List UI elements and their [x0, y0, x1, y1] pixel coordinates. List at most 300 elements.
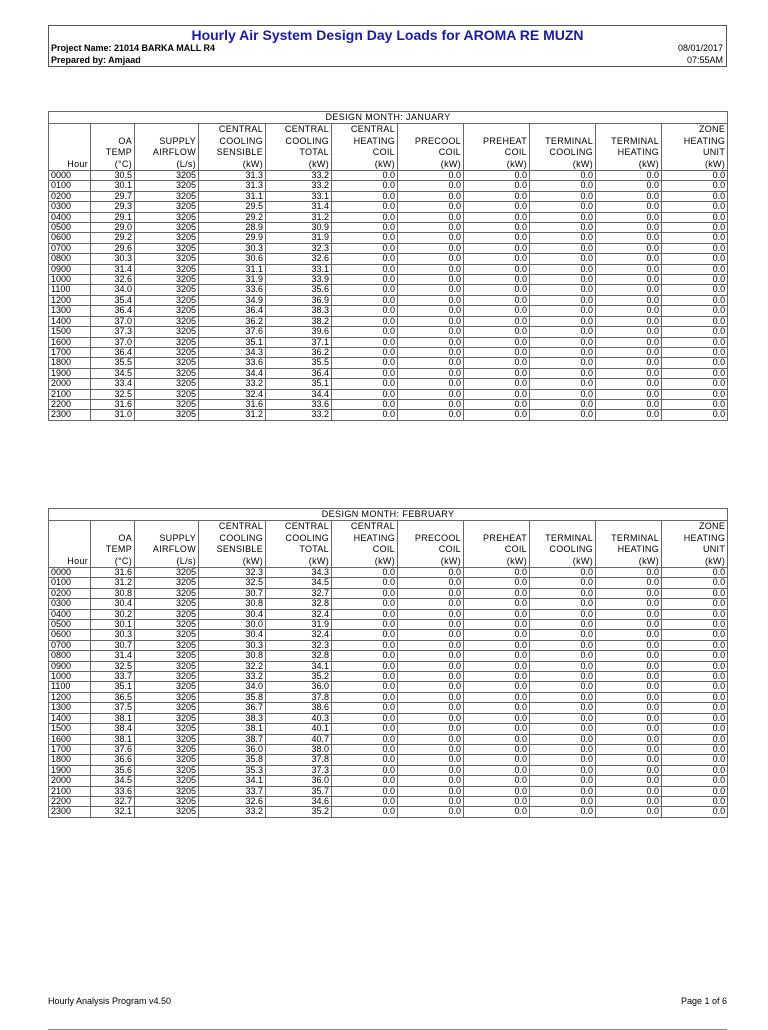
value-cell: 0.0 — [332, 191, 398, 201]
column-header-line: COIL — [438, 544, 461, 554]
column-header-line: COOLING — [219, 532, 263, 543]
hour-cell: 1800 — [49, 755, 91, 765]
table-row — [49, 588, 728, 598]
column-header-line: (kW) — [572, 555, 593, 566]
column-header — [398, 521, 464, 568]
value-cell: 0.0 — [398, 337, 464, 347]
column-header — [49, 124, 91, 171]
value-cell: 0.0 — [662, 347, 728, 357]
value-cell: 0.0 — [530, 264, 596, 274]
value-cell: 0.0 — [596, 285, 662, 295]
value-cell: 38.1 — [91, 734, 135, 744]
column-header-line: (kW) — [308, 555, 329, 566]
hour-cell: 0900 — [49, 661, 91, 671]
value-cell: 0.0 — [530, 306, 596, 316]
column-header-line: (kW) — [704, 158, 726, 169]
value-cell: 0.0 — [398, 776, 464, 786]
value-cell: 0.0 — [596, 672, 662, 682]
value-cell: 0.0 — [596, 776, 662, 786]
page-number: Page 1 of 6 — [680, 996, 727, 1006]
value-cell: 3205 — [135, 368, 199, 378]
table-row — [49, 399, 728, 409]
value-cell: 0.0 — [530, 389, 596, 399]
value-cell: 0.0 — [530, 609, 596, 619]
value-cell: 0.0 — [332, 379, 398, 389]
column-header — [398, 124, 464, 171]
column-header-line: COOLING — [549, 147, 593, 157]
value-cell: 0.0 — [398, 786, 464, 796]
column-header — [199, 521, 266, 568]
value-cell: 35.2 — [266, 672, 332, 682]
value-cell: 34.3 — [199, 347, 266, 357]
value-cell: 0.0 — [464, 327, 530, 337]
value-cell: 0.0 — [596, 682, 662, 692]
value-cell: 0.0 — [464, 640, 530, 650]
value-cell: 0.0 — [398, 295, 464, 305]
value-cell: 0.0 — [398, 609, 464, 619]
value-cell: 0.0 — [662, 233, 728, 243]
value-cell: 0.0 — [398, 796, 464, 806]
hour-cell: 1200 — [49, 692, 91, 702]
value-cell: 31.6 — [91, 399, 135, 409]
value-cell: 34.5 — [91, 368, 135, 378]
table-row — [49, 202, 728, 212]
table-row — [49, 275, 728, 285]
value-cell: 36.6 — [91, 755, 135, 765]
value-cell: 34.1 — [266, 661, 332, 671]
column-header-line: OA — [118, 135, 132, 146]
column-header-line: TERMINAL — [611, 532, 659, 543]
table-row — [49, 316, 728, 326]
value-cell: 33.2 — [266, 410, 332, 420]
value-cell: 0.0 — [662, 399, 728, 409]
value-cell: 32.5 — [199, 578, 266, 588]
value-cell: 0.0 — [662, 181, 728, 191]
value-cell: 0.0 — [530, 202, 596, 212]
value-cell: 0.0 — [530, 724, 596, 734]
value-cell: 3205 — [135, 212, 199, 222]
column-header-line: AIRFLOW — [152, 544, 196, 554]
value-cell: 38.4 — [91, 724, 135, 734]
hour-cell: 2200 — [49, 796, 91, 806]
value-cell: 0.0 — [596, 786, 662, 796]
value-cell: 0.0 — [464, 306, 530, 316]
value-cell: 29.2 — [199, 212, 266, 222]
table-row — [49, 786, 728, 796]
value-cell: 0.0 — [464, 285, 530, 295]
column-header — [332, 124, 398, 171]
column-header — [135, 124, 199, 171]
hour-cell: 0600 — [49, 233, 91, 243]
hour-cell: 0700 — [49, 640, 91, 650]
value-cell: 35.8 — [199, 755, 266, 765]
value-cell: 0.0 — [332, 807, 398, 817]
hour-cell: 2100 — [49, 389, 91, 399]
value-cell: 35.5 — [91, 358, 135, 368]
column-header-line: COOLING — [285, 135, 329, 146]
design-month-label: DESIGN MONTH: JANUARY — [49, 112, 728, 124]
hour-cell: 0000 — [49, 568, 91, 578]
value-cell: 0.0 — [332, 347, 398, 357]
column-header — [199, 124, 266, 171]
value-cell: 35.8 — [199, 692, 266, 702]
report-date: 08/01/2017 — [677, 43, 723, 53]
value-cell: 33.2 — [199, 672, 266, 682]
value-cell: 3205 — [135, 327, 199, 337]
value-cell: 37.8 — [266, 755, 332, 765]
value-cell: 0.0 — [464, 264, 530, 274]
column-header-line: (kW) — [242, 158, 263, 169]
value-cell: 0.0 — [530, 807, 596, 817]
value-cell: 0.0 — [662, 786, 728, 796]
value-cell: 0.0 — [662, 776, 728, 786]
value-cell: 0.0 — [464, 379, 530, 389]
value-cell: 0.0 — [398, 724, 464, 734]
table-row — [49, 609, 728, 619]
table-row — [49, 181, 728, 191]
value-cell: 37.8 — [266, 692, 332, 702]
value-cell: 3205 — [135, 181, 199, 191]
column-header-line: ZONE — [698, 124, 726, 134]
table-row — [49, 724, 728, 734]
value-cell: 0.0 — [464, 389, 530, 399]
hour-cell: 0800 — [49, 254, 91, 264]
value-cell: 0.0 — [464, 202, 530, 212]
value-cell: 0.0 — [530, 692, 596, 702]
column-header-line: HEATING — [617, 147, 659, 157]
value-cell: 0.0 — [596, 368, 662, 378]
value-cell: 0.0 — [662, 389, 728, 399]
value-cell: 0.0 — [596, 379, 662, 389]
value-cell: 0.0 — [398, 191, 464, 201]
value-cell: 0.0 — [332, 399, 398, 409]
value-cell: 0.0 — [464, 703, 530, 713]
value-cell: 0.0 — [398, 755, 464, 765]
table-row — [49, 661, 728, 671]
value-cell: 3205 — [135, 223, 199, 233]
value-cell: 37.5 — [91, 703, 135, 713]
value-cell: 0.0 — [530, 640, 596, 650]
value-cell: 0.0 — [530, 682, 596, 692]
hour-cell: 2300 — [49, 807, 91, 817]
column-header-line: (kW) — [506, 555, 527, 566]
value-cell: 3205 — [135, 672, 199, 682]
value-cell: 0.0 — [464, 568, 530, 578]
value-cell: 37.3 — [91, 327, 135, 337]
value-cell: 0.0 — [332, 609, 398, 619]
value-cell: 0.0 — [332, 212, 398, 222]
value-cell: 3205 — [135, 588, 199, 598]
value-cell: 0.0 — [662, 264, 728, 274]
value-cell: 0.0 — [596, 796, 662, 806]
value-cell: 0.0 — [662, 379, 728, 389]
value-cell: 0.0 — [332, 181, 398, 191]
value-cell: 0.0 — [332, 368, 398, 378]
value-cell: 32.8 — [266, 651, 332, 661]
value-cell: 35.1 — [91, 682, 135, 692]
value-cell: 30.3 — [199, 243, 266, 253]
column-header-line: HEATING — [683, 532, 726, 543]
value-cell: 3205 — [135, 306, 199, 316]
value-cell: 30.4 — [199, 609, 266, 619]
value-cell: 30.7 — [199, 588, 266, 598]
hour-cell: 0300 — [49, 599, 91, 609]
table-row — [49, 212, 728, 222]
value-cell: 31.2 — [199, 410, 266, 420]
value-cell: 3205 — [135, 755, 199, 765]
hour-cell: 0200 — [49, 588, 91, 598]
value-cell: 0.0 — [398, 181, 464, 191]
value-cell: 40.1 — [266, 724, 332, 734]
value-cell: 33.4 — [91, 379, 135, 389]
value-cell: 0.0 — [530, 254, 596, 264]
value-cell: 0.0 — [464, 399, 530, 409]
value-cell: 0.0 — [530, 410, 596, 420]
value-cell: 0.0 — [596, 233, 662, 243]
value-cell: 3205 — [135, 744, 199, 754]
column-header-line: COIL — [438, 147, 461, 157]
table-row — [49, 347, 728, 357]
value-cell: 3205 — [135, 796, 199, 806]
report-header — [48, 25, 727, 67]
value-cell: 3205 — [135, 786, 199, 796]
column-header — [464, 124, 530, 171]
value-cell: 38.3 — [199, 713, 266, 723]
table-row — [49, 410, 728, 420]
value-cell: 0.0 — [332, 713, 398, 723]
hour-cell: 0200 — [49, 191, 91, 201]
value-cell: 33.1 — [266, 191, 332, 201]
value-cell: 0.0 — [596, 578, 662, 588]
value-cell: 0.0 — [530, 233, 596, 243]
value-cell: 0.0 — [464, 337, 530, 347]
column-header-line: TERMINAL — [611, 135, 659, 146]
value-cell: 32.6 — [199, 796, 266, 806]
value-cell: 0.0 — [332, 327, 398, 337]
value-cell: 33.7 — [199, 786, 266, 796]
hour-cell: 1300 — [49, 703, 91, 713]
value-cell: 0.0 — [530, 399, 596, 409]
value-cell: 0.0 — [662, 692, 728, 702]
value-cell: 3205 — [135, 410, 199, 420]
value-cell: 3205 — [135, 620, 199, 630]
value-cell: 0.0 — [332, 765, 398, 775]
value-cell: 0.0 — [596, 171, 662, 181]
column-header-line: TOTAL — [299, 147, 329, 157]
value-cell: 34.6 — [266, 796, 332, 806]
column-header-line: (kW) — [440, 555, 461, 566]
value-cell: 0.0 — [464, 295, 530, 305]
value-cell: 0.0 — [398, 171, 464, 181]
value-cell: 0.0 — [662, 609, 728, 619]
value-cell: 0.0 — [464, 713, 530, 723]
value-cell: 35.4 — [91, 295, 135, 305]
table-row — [49, 568, 728, 578]
hour-cell: 0300 — [49, 202, 91, 212]
value-cell: 37.0 — [91, 316, 135, 326]
column-header — [464, 521, 530, 568]
value-cell: 32.3 — [199, 568, 266, 578]
value-cell: 0.0 — [662, 275, 728, 285]
column-header-line: PREHEAT — [483, 532, 527, 543]
value-cell: 0.0 — [530, 786, 596, 796]
value-cell: 0.0 — [662, 306, 728, 316]
value-cell: 36.0 — [199, 744, 266, 754]
value-cell: 0.0 — [332, 786, 398, 796]
column-header — [662, 124, 728, 171]
table-row — [49, 599, 728, 609]
value-cell: 0.0 — [398, 620, 464, 630]
value-cell: 0.0 — [530, 734, 596, 744]
value-cell: 0.0 — [398, 692, 464, 702]
value-cell: 37.1 — [266, 337, 332, 347]
hour-cell: 1400 — [49, 713, 91, 723]
table-row — [49, 379, 728, 389]
value-cell: 0.0 — [464, 368, 530, 378]
column-header-line: (kW) — [440, 158, 461, 169]
value-cell: 31.6 — [199, 399, 266, 409]
value-cell: 0.0 — [332, 734, 398, 744]
value-cell: 0.0 — [464, 358, 530, 368]
value-cell: 0.0 — [464, 734, 530, 744]
value-cell: 34.9 — [199, 295, 266, 305]
value-cell: 0.0 — [662, 568, 728, 578]
value-cell: 0.0 — [464, 620, 530, 630]
value-cell: 0.0 — [596, 295, 662, 305]
value-cell: 0.0 — [596, 703, 662, 713]
value-cell: 0.0 — [398, 327, 464, 337]
value-cell: 32.3 — [266, 640, 332, 650]
hour-cell: 1700 — [49, 744, 91, 754]
value-cell: 0.0 — [332, 599, 398, 609]
value-cell: 38.0 — [266, 744, 332, 754]
value-cell: 0.0 — [530, 568, 596, 578]
value-cell: 3205 — [135, 264, 199, 274]
hour-cell: 1400 — [49, 316, 91, 326]
column-header-line: (kW) — [704, 555, 726, 566]
column-header — [266, 521, 332, 568]
value-cell: 0.0 — [398, 765, 464, 775]
value-cell: 0.0 — [662, 796, 728, 806]
table-row — [49, 682, 728, 692]
column-header-line: CENTRAL — [218, 521, 263, 531]
value-cell: 30.3 — [91, 254, 135, 264]
value-cell: 0.0 — [596, 588, 662, 598]
value-cell: 0.0 — [398, 347, 464, 357]
value-cell: 0.0 — [596, 744, 662, 754]
value-cell: 32.7 — [91, 796, 135, 806]
value-cell: 38.1 — [199, 724, 266, 734]
value-cell: 0.0 — [332, 776, 398, 786]
value-cell: 0.0 — [332, 588, 398, 598]
column-header-line: (kW) — [374, 555, 395, 566]
column-header — [49, 521, 91, 568]
project-name: Project Name: 21014 BARKA MALL R4 — [51, 43, 216, 53]
column-header-line: HEATING — [617, 544, 659, 554]
value-cell: 0.0 — [596, 630, 662, 640]
hour-cell: 0500 — [49, 620, 91, 630]
column-header-line: SUPPLY — [159, 532, 196, 543]
value-cell: 31.2 — [266, 212, 332, 222]
value-cell: 35.2 — [266, 807, 332, 817]
value-cell: 30.4 — [91, 599, 135, 609]
value-cell: 0.0 — [662, 734, 728, 744]
value-cell: 0.0 — [662, 171, 728, 181]
column-header-line: CENTRAL — [284, 521, 329, 531]
value-cell: 0.0 — [530, 703, 596, 713]
value-cell: 36.4 — [91, 347, 135, 357]
value-cell: 0.0 — [332, 389, 398, 399]
value-cell: 0.0 — [596, 212, 662, 222]
value-cell: 36.0 — [266, 682, 332, 692]
value-cell: 34.0 — [199, 682, 266, 692]
value-cell: 0.0 — [596, 191, 662, 201]
value-cell: 0.0 — [464, 254, 530, 264]
table-row — [49, 327, 728, 337]
value-cell: 0.0 — [332, 755, 398, 765]
hour-cell: 2300 — [49, 410, 91, 420]
value-cell: 0.0 — [530, 578, 596, 588]
hour-cell: 1000 — [49, 275, 91, 285]
value-cell: 29.7 — [91, 191, 135, 201]
value-cell: 0.0 — [662, 578, 728, 588]
value-cell: 3205 — [135, 724, 199, 734]
value-cell: 0.0 — [398, 807, 464, 817]
value-cell: 30.4 — [199, 630, 266, 640]
hour-cell: 1100 — [49, 682, 91, 692]
value-cell: 0.0 — [596, 306, 662, 316]
value-cell: 0.0 — [596, 651, 662, 661]
value-cell: 32.4 — [266, 630, 332, 640]
value-cell: 0.0 — [398, 233, 464, 243]
value-cell: 37.6 — [199, 327, 266, 337]
table-row — [49, 306, 728, 316]
value-cell: 0.0 — [332, 661, 398, 671]
table-row — [49, 651, 728, 661]
column-header — [266, 124, 332, 171]
value-cell: 0.0 — [464, 316, 530, 326]
value-cell: 0.0 — [464, 724, 530, 734]
value-cell: 0.0 — [398, 285, 464, 295]
column-header-line: SUPPLY — [159, 135, 196, 146]
value-cell: 0.0 — [596, 692, 662, 702]
value-cell: 0.0 — [662, 651, 728, 661]
value-cell: 0.0 — [662, 599, 728, 609]
value-cell: 0.0 — [398, 275, 464, 285]
value-cell: 0.0 — [398, 744, 464, 754]
value-cell: 3205 — [135, 389, 199, 399]
column-header-line: AIRFLOW — [152, 147, 196, 157]
column-header-line: SENSIBLE — [216, 544, 263, 554]
column-header-line: UNIT — [702, 147, 726, 157]
hour-cell: 1600 — [49, 734, 91, 744]
column-header-line: TERMINAL — [545, 135, 593, 146]
column-header-line: COOLING — [285, 532, 329, 543]
value-cell: 0.0 — [530, 765, 596, 775]
value-cell: 0.0 — [332, 306, 398, 316]
column-header-line: (kW) — [374, 158, 395, 169]
value-cell: 30.8 — [199, 599, 266, 609]
value-cell: 0.0 — [530, 620, 596, 630]
table-row — [49, 389, 728, 399]
value-cell: 0.0 — [530, 368, 596, 378]
value-cell: 37.6 — [91, 744, 135, 754]
value-cell: 0.0 — [530, 337, 596, 347]
value-cell: 0.0 — [398, 713, 464, 723]
value-cell: 0.0 — [398, 202, 464, 212]
report-title: Hourly Air System Design Day Loads for AROMA RE MUZN — [191, 27, 584, 43]
value-cell: 30.1 — [91, 181, 135, 191]
